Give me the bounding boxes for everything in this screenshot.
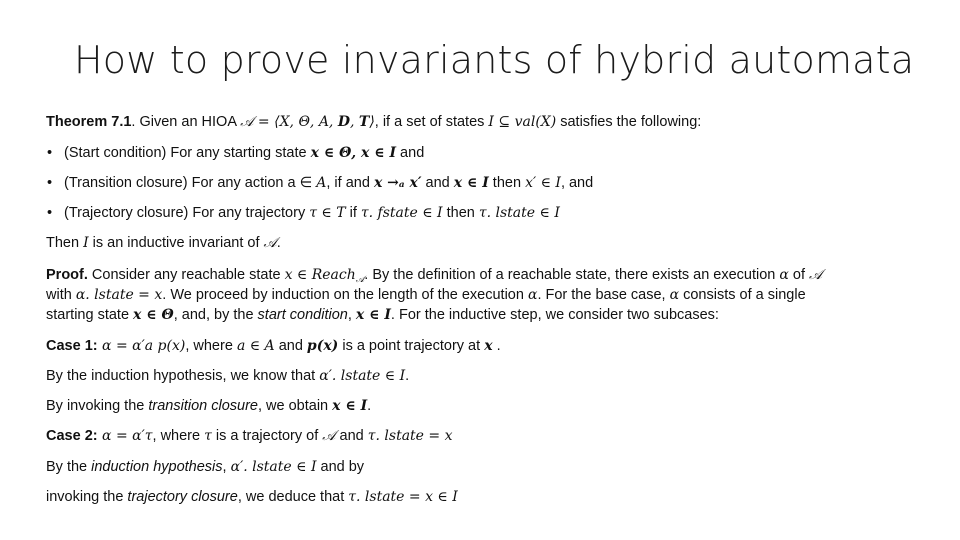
bullet-icon: •: [47, 175, 53, 191]
bullet-icon: •: [47, 145, 53, 161]
case2-statement: Case 2: α = α′τ, where τ is a trajectory of 𝒜 and τ. lstate = x: [46, 428, 453, 444]
case1-line-2: By the induction hypothesis, we know that α′. lstate ∈ I.: [46, 368, 410, 384]
case1-label: Case 1:: [46, 338, 98, 354]
theorem-label: Theorem 7.1: [46, 114, 132, 130]
case1-statement: Case 1: α = α′a p(x), where a ∈ A and p(x) is a point trajectory at x .: [46, 338, 501, 354]
case2-line-3: invoking the trajectory closure, we deduce that τ. lstate = x ∈ I: [46, 489, 458, 505]
bullet-icon: •: [47, 205, 53, 221]
theorem-statement: Theorem 7.1. Given an HIOA 𝒜 = ⟨X, Θ, A, D, T⟩, if a set of states I ⊆ val(X) satisfies the following:: [46, 114, 702, 130]
proof-line-1: Proof. Consider any reachable state x ∈ Reach$_𝒜$. By the definition of a reachable state, there exists an execution α of 𝒜: [46, 267, 823, 285]
case1-line-3: By invoking the transition closure, we obtain x ∈ I.: [46, 398, 372, 414]
proof-line-2: with α. lstate = x. We proceed by induction on the length of the execution α. For the base case, α consists of a single: [46, 287, 806, 303]
case2-line-2: By the induction hypothesis, α′. lstate ∈ I and by: [46, 459, 365, 475]
start-condition: (Start condition) For any starting state x ∈ Θ, x ∈ I and: [64, 145, 425, 161]
proof-label: Proof.: [46, 267, 88, 283]
case2-label: Case 2:: [46, 428, 98, 444]
transition-closure: (Transition closure) For any action a ∈ A, if and x →ₐ x′ and x ∈ I then x′ ∈ I, and: [64, 175, 594, 191]
proof-line-3: starting state x ∈ Θ, and, by the start condition, x ∈ I. For the inductive step, we consider two subcases:: [46, 307, 719, 323]
trajectory-closure: (Trajectory closure) For any trajectory τ ∈ T if τ. fstate ∈ I then τ. lstate ∈ I: [64, 205, 560, 221]
slide-title: How to prove invariants of hybrid automata: [74, 38, 915, 82]
theorem-conclusion: Then I is an inductive invariant of 𝒜.: [46, 235, 281, 251]
